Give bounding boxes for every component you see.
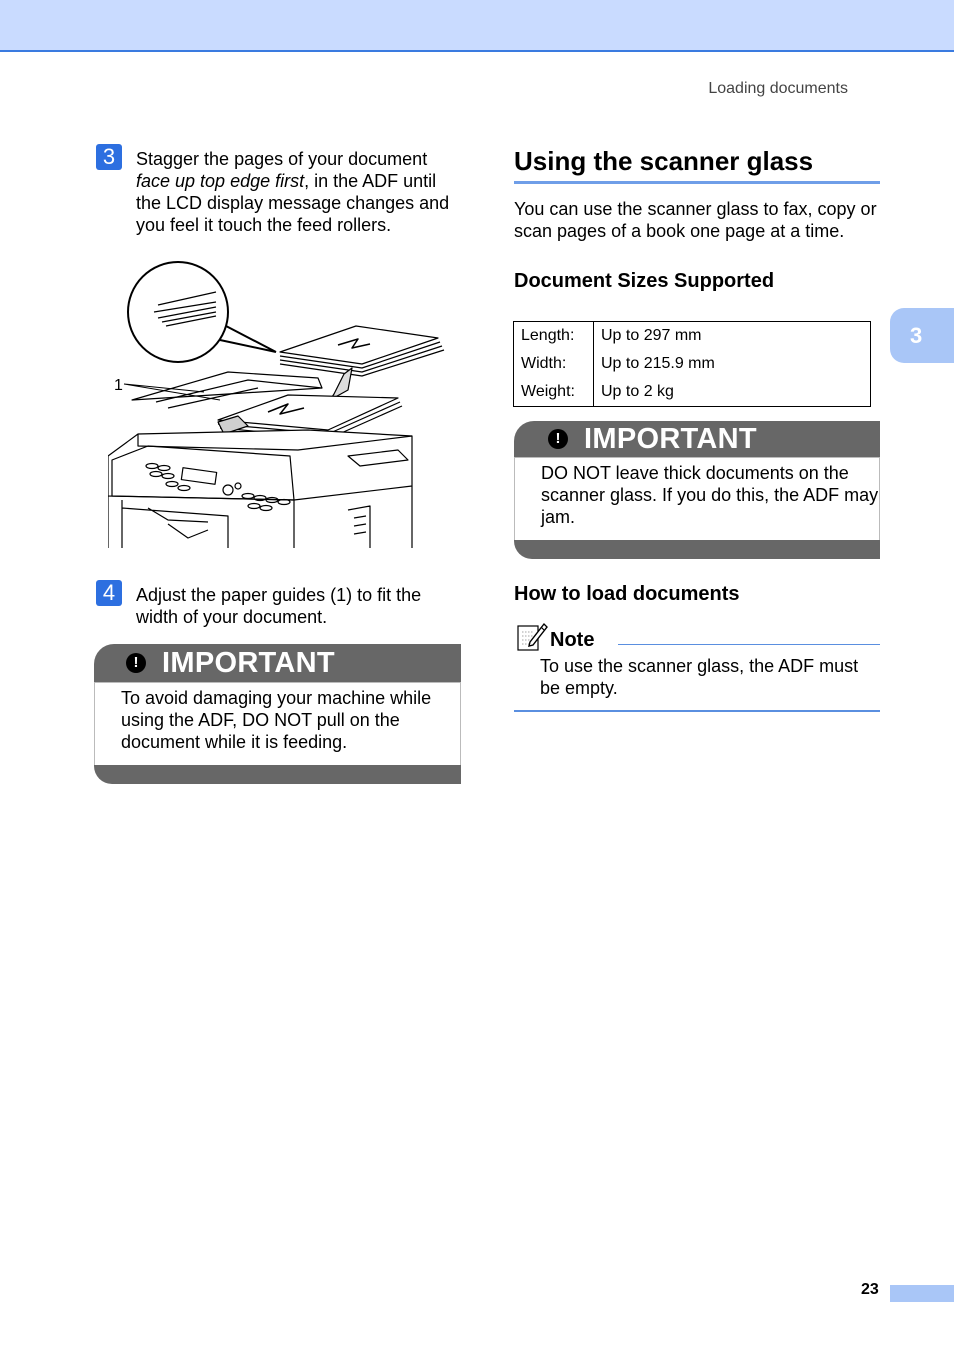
step-3-line: the LCD display message changes and <box>136 193 450 213</box>
important-line: scanner glass. If you do this, the ADF may <box>541 485 879 505</box>
important-footer-bar <box>514 540 880 559</box>
step-number-badge: 3 <box>96 144 122 170</box>
paper-tray <box>122 500 228 548</box>
note-top-rule <box>618 644 880 645</box>
size-key: Weight: <box>514 378 594 407</box>
note-pencil-icon <box>516 620 548 652</box>
note-line: be empty. <box>540 678 618 698</box>
page-number: 23 <box>861 1281 879 1298</box>
emphasis-text: face up top edge first <box>136 171 305 191</box>
intro-line: You can use the scanner glass to fax, copy or <box>514 199 877 219</box>
exclamation-icon: ! <box>126 653 146 673</box>
table-row <box>514 350 871 378</box>
important-header <box>94 644 461 682</box>
running-header: Loading documents <box>708 80 848 97</box>
step-4-text <box>136 584 466 628</box>
sizes-heading: Document Sizes Supported <box>514 270 775 292</box>
size-key: Width: <box>514 350 594 378</box>
important-content <box>94 682 461 765</box>
important-footer-bar <box>94 765 461 784</box>
sizes-table <box>513 321 871 407</box>
table-row <box>514 322 871 351</box>
step-3-line: you feel it touch the feed rollers. <box>136 215 392 235</box>
top-banner <box>0 0 954 52</box>
note-line: To use the scanner glass, the ADF must <box>540 656 859 676</box>
important-line: To avoid damaging your machine while <box>121 688 432 708</box>
important-label: IMPORTANT <box>584 422 757 455</box>
note-bottom-rule <box>514 710 880 712</box>
exclamation-icon: ! <box>548 429 568 449</box>
section-title: Using the scanner glass <box>514 146 814 176</box>
page-stack <box>280 326 438 364</box>
important-line: DO NOT leave thick documents on the <box>541 463 849 483</box>
step-4-line: Adjust the paper guides (1) to fit the <box>136 585 422 605</box>
important-line: using the ADF, DO NOT pull on the <box>121 710 400 730</box>
important-line: jam. <box>541 507 576 527</box>
important-box <box>94 644 461 784</box>
important-content <box>514 457 880 540</box>
step-3-line: Stagger the pages of your document <box>136 149 428 169</box>
important-label: IMPORTANT <box>162 646 335 679</box>
section-rule <box>514 181 880 184</box>
size-key: Length: <box>514 322 594 351</box>
size-value: Up to 297 mm <box>601 327 702 344</box>
step-3-line <box>136 170 466 192</box>
step-4-line: width of your document. <box>136 607 328 627</box>
size-value: Up to 215.9 mm <box>601 355 715 372</box>
step-3-text <box>136 148 466 236</box>
note-header <box>516 620 594 652</box>
magnified-pages <box>154 292 216 326</box>
step-3-line-rest: , in the ADF until <box>304 171 437 191</box>
load-heading: How to load documents <box>514 583 740 605</box>
important-box <box>514 421 880 559</box>
chapter-tab: 3 <box>890 308 954 363</box>
step-number-badge: 4 <box>96 580 122 606</box>
magnifier-pointer <box>220 326 276 352</box>
callout-number: 1 <box>114 377 123 394</box>
intro-text <box>514 198 894 242</box>
size-value: Up to 2 kg <box>601 383 674 400</box>
important-line: document while it is feeding. <box>121 732 348 752</box>
note-text <box>540 655 880 699</box>
table-row <box>514 378 871 407</box>
printer-adf-illustration <box>108 260 448 550</box>
note-label: Note <box>550 629 595 651</box>
intro-line: scan pages of a book one page at a time. <box>514 221 845 241</box>
important-header <box>514 421 880 457</box>
side-vent <box>348 506 370 548</box>
page-number-tab <box>890 1285 954 1302</box>
